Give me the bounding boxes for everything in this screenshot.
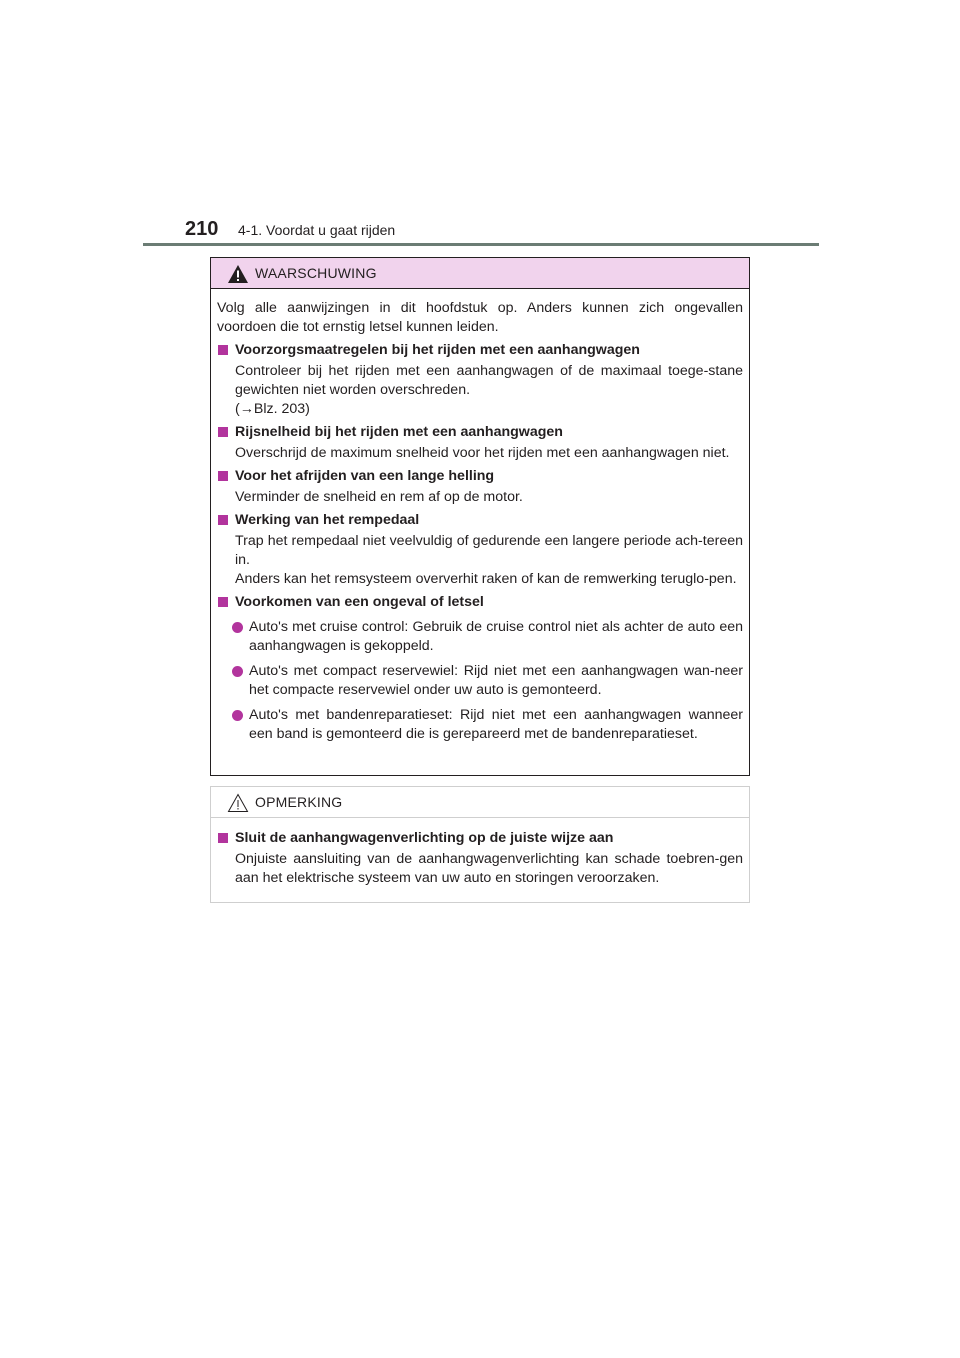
caution-triangle-icon xyxy=(227,793,249,813)
section-title: 4-1. Voordat u gaat rijden xyxy=(238,222,396,238)
warning-intro: Volg alle aanwijzingen in dit hoofdstuk op. Anders kunnen zich ongevallen voordoen die tot ernstig letsel kunnen leiden. xyxy=(217,300,743,335)
page-reference: (→Blz. 203) xyxy=(235,401,310,417)
item-title: Voorkomen van een ongeval of letsel xyxy=(235,594,484,610)
square-bullet-icon xyxy=(218,515,228,525)
warning-header xyxy=(211,258,749,289)
item-title: Voor het afrijden van een lange helling xyxy=(235,468,495,484)
warning-box xyxy=(210,257,750,776)
square-bullet-icon xyxy=(218,471,228,481)
square-bullet-icon xyxy=(218,427,228,437)
page-header xyxy=(0,0,960,250)
item-text: Anders kan het remsysteem oververhit raken of kan de remwerking teruglo-pen. xyxy=(235,571,737,587)
square-bullet-icon xyxy=(218,833,228,843)
header-rule xyxy=(143,243,819,246)
item-text: Overschrijd de maximum snelheid voor het rijden met een aanhangwagen niet. xyxy=(235,445,730,461)
item-text: Verminder de snelheid en rem af op de motor. xyxy=(235,489,523,505)
list-item: Auto's met compact reservewiel: Rijd niet met een aanhangwagen wan-neer het compacte reservewiel onder uw auto is gemonteerd. xyxy=(217,662,743,700)
square-bullet-icon xyxy=(218,345,228,355)
item-text: Trap het rempedaal niet veelvuldig of gedurende een langere periode ach-tereen in. xyxy=(235,533,743,568)
warning-item xyxy=(217,593,743,744)
warning-item xyxy=(217,423,743,463)
warning-item xyxy=(217,511,743,589)
warning-item xyxy=(217,341,743,419)
notice-label: OPMERKING xyxy=(255,794,343,810)
item-text: Onjuiste aansluiting van de aanhangwagenverlichting kan schade toebren-gen aan het elektrische systeem van uw auto en storingen veroorzaken. xyxy=(235,851,743,886)
item-title: Werking van het rempedaal xyxy=(235,512,420,528)
round-bullet-icon xyxy=(232,666,243,677)
warning-item xyxy=(217,467,743,507)
item-text: Controleer bij het rijden met een aanhangwagen of de maximaal toege-stane gewichten niet worden overschreden. xyxy=(235,363,743,398)
item-title: Voorzorgsmaatregelen bij het rijden met een aanhangwagen xyxy=(235,342,640,358)
list-item: Auto's met bandenreparatieset: Rijd niet met een aanhangwagen wanneer een band is gemonteerd die is gerepareerd met de bandenreparatieset. xyxy=(217,706,743,744)
item-title: Sluit de aanhangwagenverlichting op de juiste wijze aan xyxy=(235,830,614,846)
warning-triangle-icon xyxy=(227,264,249,284)
notice-body xyxy=(211,818,749,888)
notice-item xyxy=(217,829,743,888)
notice-box xyxy=(210,786,750,903)
item-title: Rijsnelheid bij het rijden met een aanhangwagen xyxy=(235,424,563,440)
warning-body xyxy=(211,289,749,744)
page-number: 210 xyxy=(185,218,219,240)
warning-label: WAARSCHUWING xyxy=(255,265,377,281)
round-bullet-icon xyxy=(232,710,243,721)
notice-header xyxy=(211,787,749,818)
list-item: Auto's met cruise control: Gebruik de cruise control niet als achter de auto een aanhangwagen is gekoppeld. xyxy=(217,618,743,656)
round-bullet-icon xyxy=(232,622,243,633)
square-bullet-icon xyxy=(218,597,228,607)
